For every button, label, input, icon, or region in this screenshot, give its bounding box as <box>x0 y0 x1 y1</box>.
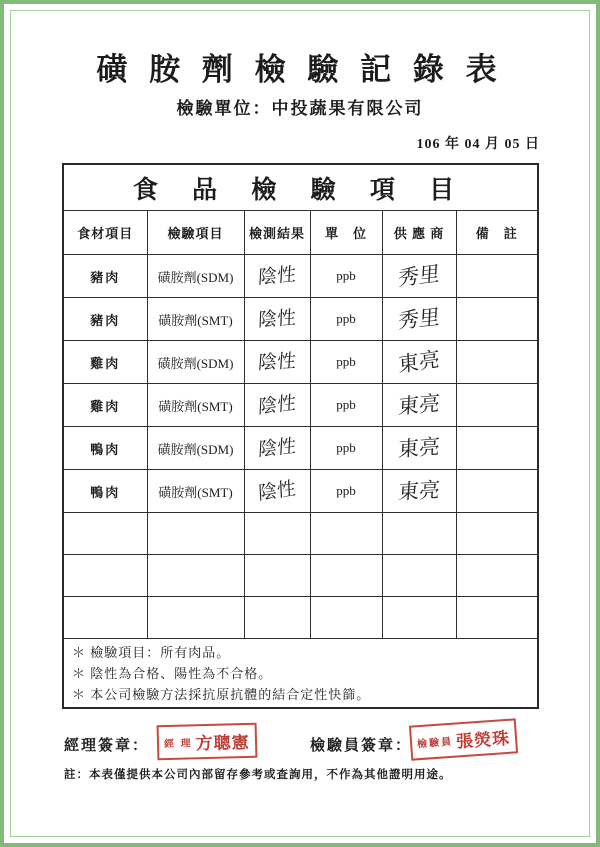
manager-stamp <box>157 723 257 761</box>
col-header-result: 檢測結果 <box>244 211 310 255</box>
empty-table-row <box>63 555 538 597</box>
table-row <box>63 255 538 298</box>
cell-remark <box>456 470 538 513</box>
cell-material: 雞肉 <box>63 341 147 384</box>
handwritten-result: 陰性 <box>257 349 297 374</box>
cell-material: 鴨肉 <box>63 470 147 513</box>
manager-signature-label: 經理簽章： <box>64 738 150 754</box>
note-line-1: ＊ 檢驗項目：所有肉品。 <box>72 644 231 660</box>
table-notes-row <box>63 639 538 709</box>
handwritten-supplier: 東亮 <box>397 390 441 419</box>
handwritten-supplier: 秀里 <box>397 260 441 291</box>
document-title: 磺 胺 劑 檢 驗 記 錄 表 <box>96 52 504 87</box>
cell-remark <box>456 341 538 384</box>
food-inspection-table <box>62 163 539 709</box>
document-date: 106 年 04 月 05 日 <box>416 137 540 152</box>
handwritten-supplier: 東亮 <box>397 433 441 462</box>
table-row <box>63 341 538 384</box>
note-line-3: ＊ 本公司檢驗方法採抗原抗體的結合定性快篩。 <box>72 686 371 702</box>
handwritten-result: 陰性 <box>257 391 297 418</box>
cell-unit: ppb <box>310 298 382 341</box>
cell-test-item: 磺胺劑(SDM) <box>147 255 244 298</box>
table-section-title: 食 品 檢 驗 項 目 <box>63 164 538 211</box>
table-row <box>63 298 538 341</box>
inspector-stamp-name: 張熒珠 <box>455 728 511 752</box>
manager-stamp-name: 方聰憲 <box>195 732 250 754</box>
col-header-supplier: 供 應 商 <box>382 211 456 255</box>
cell-material: 豬肉 <box>63 298 147 341</box>
cell-unit: ppb <box>310 427 382 470</box>
inspector-signature-label: 檢驗員簽章： <box>310 738 413 754</box>
inspection-unit-subtitle: 檢驗單位：中投蔬果有限公司 <box>176 99 424 118</box>
handwritten-result: 陰性 <box>257 476 297 505</box>
col-header-test-item: 檢驗項目 <box>147 211 244 255</box>
cell-unit: ppb <box>310 255 382 298</box>
table-section-title-row <box>63 164 538 211</box>
empty-table-row <box>63 597 538 639</box>
cell-material: 雞肉 <box>63 384 147 427</box>
cell-test-item: 磺胺劑(SMT) <box>147 298 244 341</box>
col-header-remark: 備 註 <box>456 211 538 255</box>
handwritten-result: 陰性 <box>257 306 297 331</box>
table-header-row <box>63 211 538 255</box>
manager-stamp-title: 經 理 <box>163 738 193 751</box>
col-header-unit: 單 位 <box>310 211 382 255</box>
cell-unit: ppb <box>310 341 382 384</box>
cell-test-item: 磺胺劑(SDM) <box>147 427 244 470</box>
inspector-stamp <box>409 718 518 760</box>
cell-test-item: 磺胺劑(SDM) <box>147 341 244 384</box>
table-row <box>63 427 538 470</box>
cell-remark <box>456 255 538 298</box>
handwritten-result: 陰性 <box>257 434 297 461</box>
empty-table-row <box>63 513 538 555</box>
handwritten-supplier: 東亮 <box>397 346 441 377</box>
handwritten-result: 陰性 <box>257 262 297 289</box>
footer-disclaimer-note: 註：本表僅提供本公司內部留存參考或查詢用，不作為其他證明用途。 <box>64 769 452 781</box>
cell-remark <box>456 384 538 427</box>
handwritten-supplier: 秀里 <box>397 304 441 333</box>
cell-remark <box>456 427 538 470</box>
cell-material: 豬肉 <box>63 255 147 298</box>
signature-section <box>62 722 538 770</box>
cell-material: 鴨肉 <box>63 427 147 470</box>
col-header-material: 食材項目 <box>63 211 147 255</box>
cell-remark <box>456 298 538 341</box>
inspector-stamp-title: 檢驗員 <box>416 736 454 751</box>
cell-unit: ppb <box>310 470 382 513</box>
table-row <box>63 384 538 427</box>
cell-test-item: 磺胺劑(SMT) <box>147 470 244 513</box>
note-line-2: ＊ 陰性為合格、陽性為不合格。 <box>72 665 273 681</box>
cell-test-item: 磺胺劑(SMT) <box>147 384 244 427</box>
handwritten-supplier: 東亮 <box>397 477 441 504</box>
table-row <box>63 470 538 513</box>
cell-unit: ppb <box>310 384 382 427</box>
